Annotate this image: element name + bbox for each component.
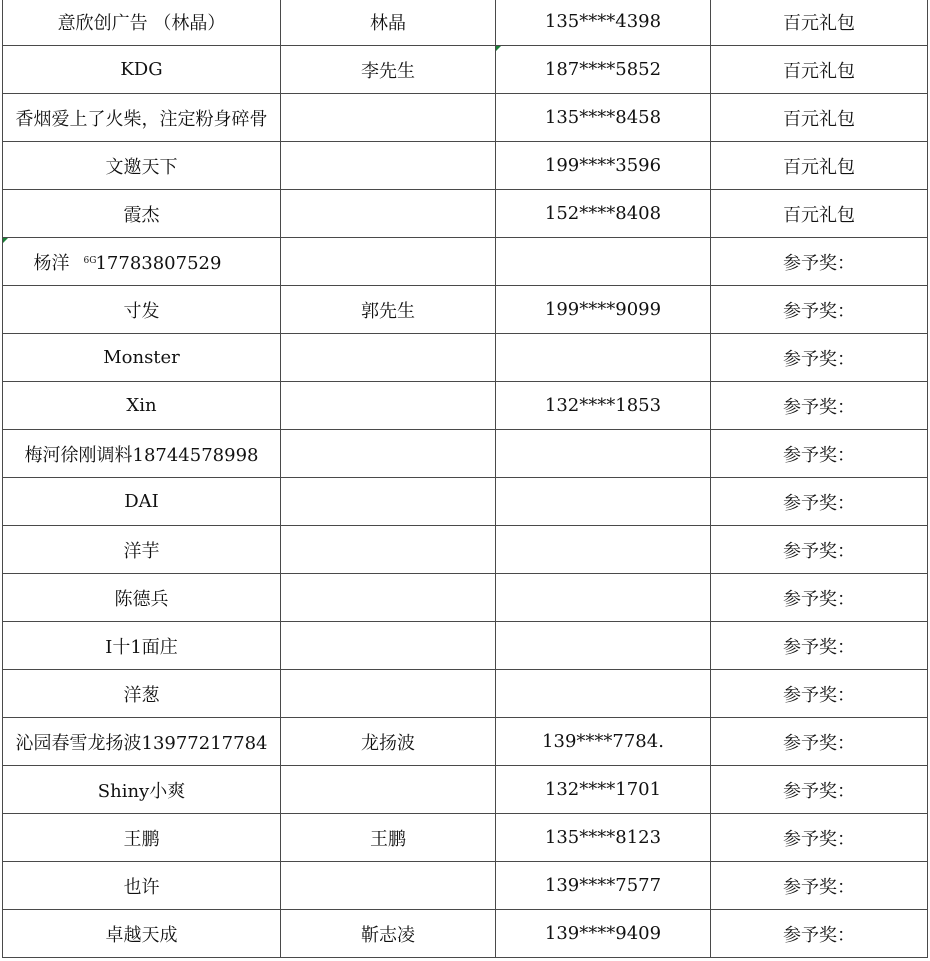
name-cell[interactable]: 沁园春雪龙扬波13977217784 <box>3 718 281 766</box>
contact-cell[interactable] <box>281 478 496 526</box>
contact-cell[interactable] <box>281 142 496 190</box>
name-cell[interactable]: 也许 <box>3 862 281 910</box>
contact-cell[interactable] <box>281 190 496 238</box>
table-row <box>3 766 928 814</box>
phone-cell[interactable] <box>496 478 711 526</box>
prize-cell[interactable]: 参予奖： <box>711 334 928 382</box>
name-cell[interactable]: 寸发 <box>3 286 281 334</box>
prize-cell[interactable]: 百元礼包 <box>711 46 928 94</box>
name-cell[interactable]: Xin <box>3 382 281 430</box>
prize-cell[interactable]: 参予奖： <box>711 478 928 526</box>
winners-table <box>2 0 928 958</box>
name-cell[interactable]: 霞杰 <box>3 190 281 238</box>
name-cell[interactable]: 王鹏 <box>3 814 281 862</box>
table-row <box>3 334 928 382</box>
table-row <box>3 382 928 430</box>
table-row <box>3 238 928 286</box>
name-cell[interactable]: 洋芋 <box>3 526 281 574</box>
prize-cell[interactable]: 参予奖： <box>711 622 928 670</box>
prize-cell[interactable]: 参予奖： <box>711 382 928 430</box>
table-row <box>3 910 928 958</box>
name-cell[interactable]: 陈德兵 <box>3 574 281 622</box>
prize-cell[interactable]: 百元礼包 <box>711 190 928 238</box>
comment-marker-icon <box>3 238 8 243</box>
table-row <box>3 478 928 526</box>
phone-text: 187****5852 <box>544 59 662 80</box>
contact-cell[interactable] <box>281 430 496 478</box>
contact-cell[interactable]: 林晶 <box>281 0 496 46</box>
name-cell[interactable] <box>3 238 281 286</box>
table-row <box>3 142 928 190</box>
contact-cell[interactable] <box>281 670 496 718</box>
phone-cell[interactable]: 135****8123 <box>496 814 711 862</box>
phone-cell[interactable]: 132****1853 <box>496 382 711 430</box>
contact-cell[interactable]: 靳志凌 <box>281 910 496 958</box>
name-cell[interactable]: 香烟爱上了火柴，注定粉身碎骨 <box>3 94 281 142</box>
phone-cell[interactable]: 132****1701 <box>496 766 711 814</box>
phone-cell[interactable] <box>496 574 711 622</box>
table-row <box>3 670 928 718</box>
table-row <box>3 718 928 766</box>
table-row <box>3 814 928 862</box>
prize-cell[interactable]: 参予奖： <box>711 286 928 334</box>
phone-cell[interactable]: 135****8458 <box>496 94 711 142</box>
contact-cell[interactable] <box>281 766 496 814</box>
phone-cell[interactable]: 139****7577 <box>496 862 711 910</box>
name-cell[interactable]: 卓越天成 <box>3 910 281 958</box>
name-cell[interactable]: 洋葱 <box>3 670 281 718</box>
comment-marker-icon <box>496 46 501 51</box>
phone-cell[interactable]: 139****7784. <box>496 718 711 766</box>
name-cell[interactable]: 文邀天下 <box>3 142 281 190</box>
phone-cell[interactable] <box>496 526 711 574</box>
phone-cell[interactable]: 152****8408 <box>496 190 711 238</box>
prize-cell[interactable]: 百元礼包 <box>711 0 928 46</box>
prize-cell[interactable]: 参予奖： <box>711 430 928 478</box>
phone-cell[interactable]: 139****9409 <box>496 910 711 958</box>
prize-cell[interactable]: 参予奖： <box>711 814 928 862</box>
prize-cell[interactable]: 百元礼包 <box>711 94 928 142</box>
contact-cell[interactable]: 郭先生 <box>281 286 496 334</box>
contact-cell[interactable]: 李先生 <box>281 46 496 94</box>
prize-cell[interactable]: 参予奖： <box>711 238 928 286</box>
prize-cell[interactable]: 百元礼包 <box>711 142 928 190</box>
table-row <box>3 574 928 622</box>
contact-cell[interactable] <box>281 574 496 622</box>
contact-cell[interactable]: 王鹏 <box>281 814 496 862</box>
table-row <box>3 0 928 46</box>
table-row <box>3 430 928 478</box>
phone-cell[interactable]: 199****3596 <box>496 142 711 190</box>
name-superscript: 6G <box>83 255 97 266</box>
prize-cell[interactable]: 参予奖： <box>711 910 928 958</box>
prize-cell[interactable]: 参予奖： <box>711 670 928 718</box>
table-row <box>3 526 928 574</box>
spreadsheet <box>2 0 927 958</box>
table-row <box>3 190 928 238</box>
contact-cell[interactable] <box>281 526 496 574</box>
phone-cell[interactable]: 135****4398 <box>496 0 711 46</box>
table-row <box>3 862 928 910</box>
phone-cell[interactable] <box>496 46 711 94</box>
name-cell[interactable]: 意欣创广告 （林晶） <box>3 0 281 46</box>
phone-cell[interactable] <box>496 670 711 718</box>
phone-cell[interactable] <box>496 334 711 382</box>
contact-cell[interactable] <box>281 334 496 382</box>
name-text <box>34 249 222 275</box>
prize-cell[interactable]: 参予奖： <box>711 862 928 910</box>
prize-cell[interactable]: 参予奖： <box>711 574 928 622</box>
phone-cell[interactable]: 199****9099 <box>496 286 711 334</box>
table-row <box>3 286 928 334</box>
contact-cell[interactable] <box>281 94 496 142</box>
table-row <box>3 622 928 670</box>
contact-cell[interactable] <box>281 382 496 430</box>
phone-cell[interactable] <box>496 238 711 286</box>
prize-cell[interactable]: 参予奖： <box>711 526 928 574</box>
contact-cell[interactable]: 龙扬波 <box>281 718 496 766</box>
name-suffix: 17783807529 <box>95 252 222 274</box>
name-cell[interactable]: 梅河徐刚调料18744578998 <box>3 430 281 478</box>
name-cell[interactable]: I十1面庄 <box>3 622 281 670</box>
contact-cell[interactable] <box>281 238 496 286</box>
table-row <box>3 94 928 142</box>
name-cell[interactable]: DAI <box>3 478 281 526</box>
table-row <box>3 46 928 94</box>
contact-cell[interactable] <box>281 622 496 670</box>
name-cell[interactable]: KDG <box>3 46 281 94</box>
prize-cell[interactable]: 参予奖： <box>711 766 928 814</box>
phone-cell[interactable] <box>496 430 711 478</box>
phone-cell[interactable] <box>496 622 711 670</box>
name-cell[interactable]: Shiny小爽 <box>3 766 281 814</box>
name-cell[interactable]: Monster <box>3 334 281 382</box>
contact-cell[interactable] <box>281 862 496 910</box>
name-main: 杨洋 <box>33 252 70 274</box>
prize-cell[interactable]: 参予奖： <box>711 718 928 766</box>
